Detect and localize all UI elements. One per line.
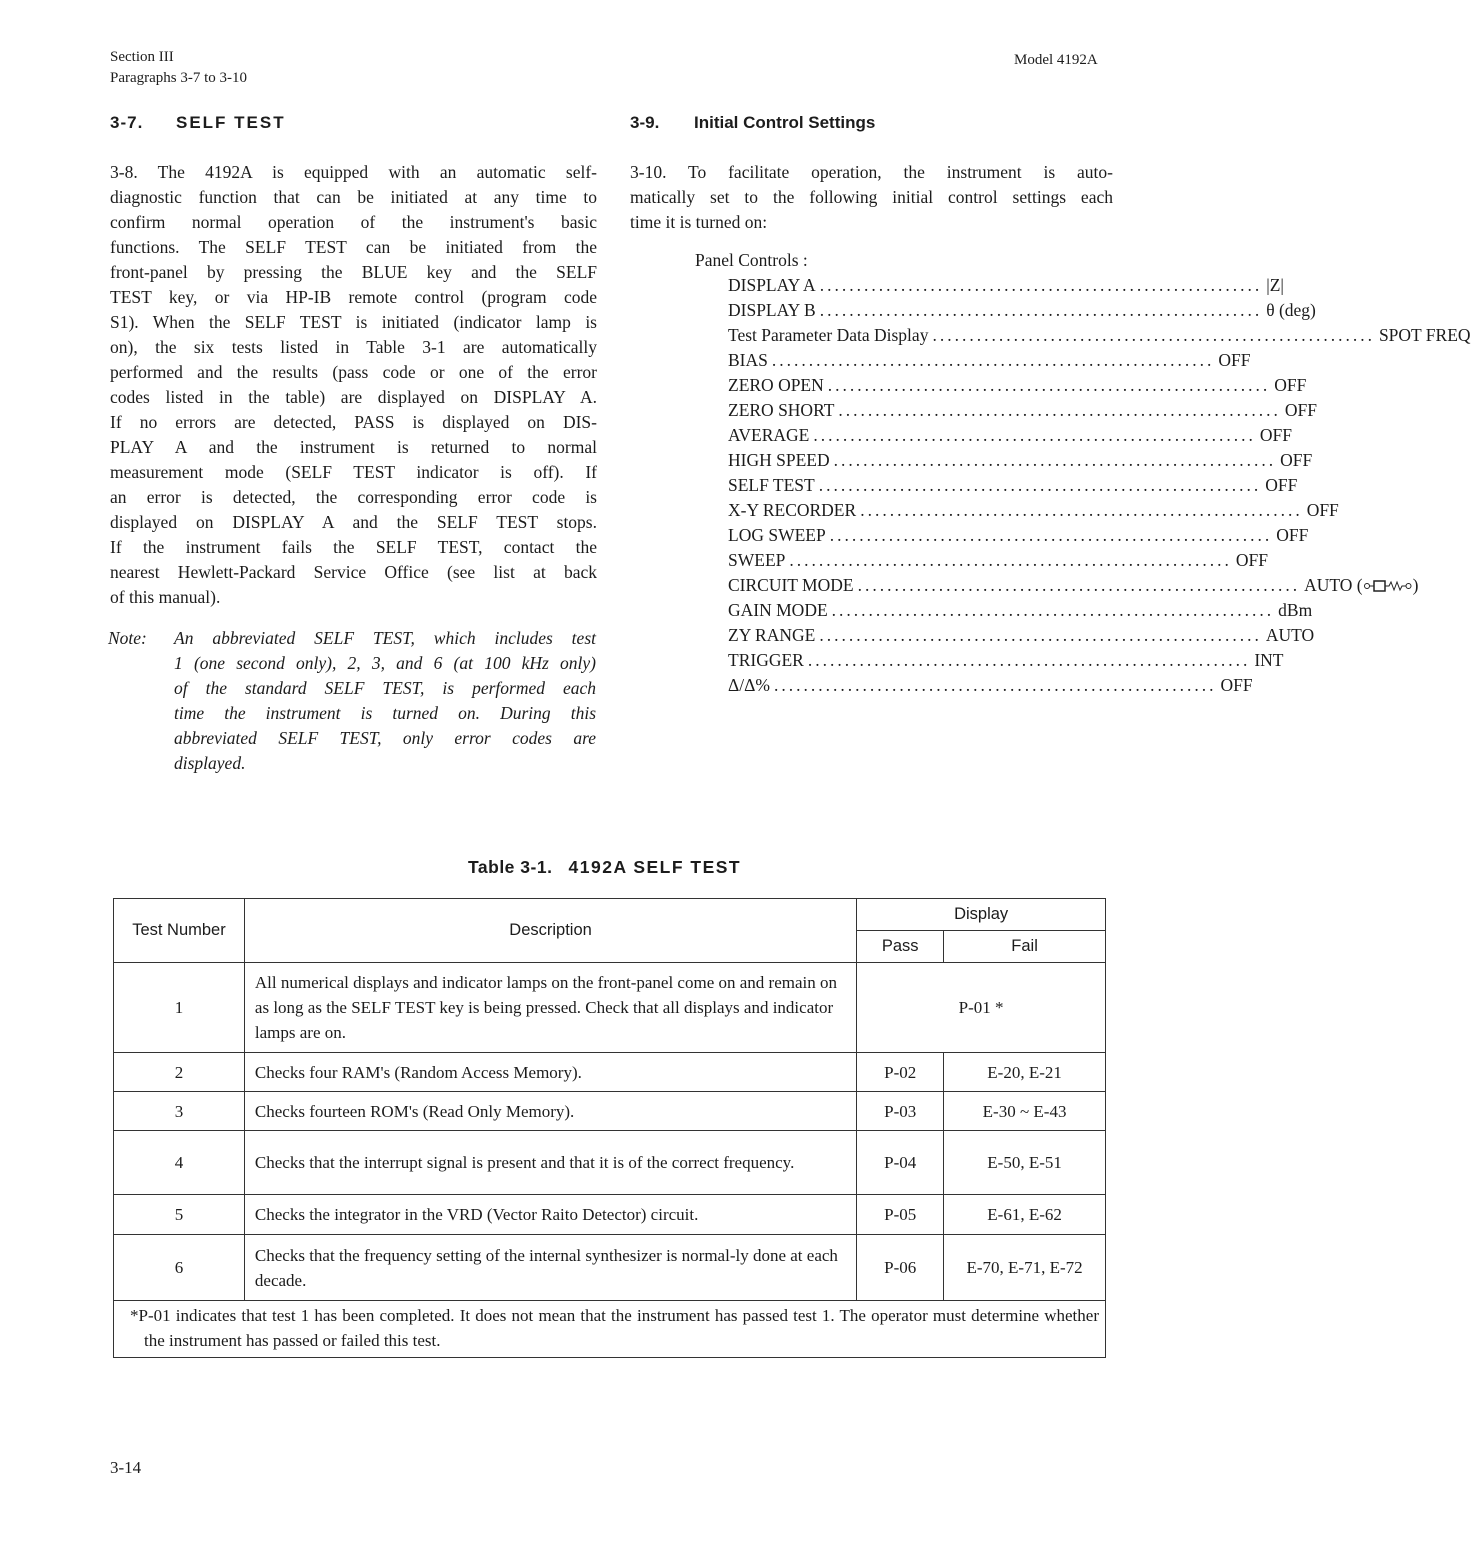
heading-title: SELF TEST bbox=[176, 113, 286, 132]
leader-dots: ............................................................ bbox=[773, 675, 1217, 695]
control-setting bbox=[728, 598, 1313, 623]
control-value: |Z| bbox=[1266, 275, 1284, 295]
control-setting bbox=[728, 373, 1307, 398]
table-row bbox=[114, 1195, 1106, 1235]
fail-codes: E-50, E-51 bbox=[944, 1131, 1106, 1195]
control-value: OFF bbox=[1235, 550, 1268, 570]
header-display: Display bbox=[857, 899, 1106, 931]
control-label: BIAS bbox=[728, 350, 768, 370]
text-line: time it is turned on: bbox=[630, 212, 768, 232]
note-text bbox=[174, 626, 596, 776]
leader-dots: ............................................................ bbox=[857, 575, 1301, 595]
leader-dots: ............................................................ bbox=[829, 525, 1273, 545]
control-label: Test Parameter Data Display bbox=[728, 325, 929, 345]
text-line: TEST key, or via HP-IB remote control (program code bbox=[110, 287, 597, 307]
text-line: codes listed in the table) are displayed on DISPLAY A. bbox=[110, 387, 597, 407]
control-label: GAIN MODE bbox=[728, 600, 828, 620]
control-value: dBm bbox=[1278, 600, 1313, 620]
leader-dots: ............................................................ bbox=[813, 425, 1256, 445]
header-description: Description bbox=[244, 899, 856, 963]
control-label: ZY RANGE bbox=[728, 625, 816, 645]
leader-dots: ............................................................ bbox=[807, 650, 1251, 670]
control-label: LOG SWEEP bbox=[728, 525, 826, 545]
fail-codes: E-30 ~ E-43 bbox=[944, 1092, 1106, 1131]
control-setting bbox=[728, 623, 1315, 648]
text-line: An abbreviated SELF TEST, which includes test bbox=[174, 628, 596, 648]
display-code: P-01 * bbox=[857, 963, 1106, 1053]
caption-title: 4192A SELF TEST bbox=[568, 857, 742, 877]
text-line: time the instrument is turned on. During this bbox=[174, 703, 596, 723]
control-setting bbox=[728, 573, 1419, 598]
text-line: functions. The SELF TEST can be initiated from the bbox=[110, 237, 597, 257]
leader-dots: ............................................................ bbox=[819, 275, 1263, 295]
control-setting bbox=[728, 473, 1298, 498]
leader-dots: ............................................................ bbox=[819, 625, 1262, 645]
self-test-paragraph bbox=[110, 160, 597, 610]
control-label: SELF TEST bbox=[728, 475, 815, 495]
leader-dots: ............................................................ bbox=[838, 400, 1281, 420]
test-number: 3 bbox=[114, 1092, 245, 1131]
pass-code: P-05 bbox=[857, 1195, 944, 1235]
control-setting bbox=[728, 348, 1251, 373]
test-number: 6 bbox=[114, 1235, 245, 1301]
test-description: Checks that the interrupt signal is present and that it is of the correct frequency. bbox=[244, 1131, 856, 1195]
panel-controls-label: Panel Controls : bbox=[695, 250, 808, 270]
control-value: θ (deg) bbox=[1266, 300, 1316, 320]
text-line: an error is detected, the corresponding error code is bbox=[110, 487, 597, 507]
table-row bbox=[114, 963, 1106, 1053]
heading-initial-settings bbox=[630, 113, 875, 133]
control-label: ZERO OPEN bbox=[728, 375, 824, 395]
header-pass: Pass bbox=[857, 931, 944, 963]
control-label: DISPLAY A bbox=[728, 275, 816, 295]
leader-dots: ............................................................ bbox=[771, 350, 1215, 370]
control-label: Δ/Δ% bbox=[728, 675, 770, 695]
leader-dots: ............................................................ bbox=[818, 475, 1262, 495]
text-line: measurement mode (SELF TEST indicator is off). If bbox=[110, 462, 597, 482]
test-number: 4 bbox=[114, 1131, 245, 1195]
control-value: OFF bbox=[1284, 400, 1317, 420]
text-line: 3-8. The 4192A is equipped with an automatic self- bbox=[110, 162, 597, 182]
control-label: TRIGGER bbox=[728, 650, 804, 670]
header-test-number: Test Number bbox=[114, 899, 245, 963]
text-line: displayed. bbox=[174, 753, 246, 773]
text-line: of this manual). bbox=[110, 587, 221, 607]
leader-dots: ............................................................ bbox=[827, 375, 1271, 395]
leader-dots: ............................................................ bbox=[860, 500, 1303, 520]
page-number: 3-14 bbox=[110, 1458, 142, 1477]
leader-dots: ............................................................ bbox=[789, 550, 1232, 570]
control-value-close: ) bbox=[1412, 575, 1419, 595]
self-test-table bbox=[113, 898, 1106, 1358]
control-label: AVERAGE bbox=[728, 425, 810, 445]
table-footnote: *P-01 indicates that test 1 has been completed. It does not mean that the instrument has passed test 1. The operator must determine whether the instrument has passed or failed this test. bbox=[114, 1301, 1106, 1358]
control-value: OFF bbox=[1306, 500, 1339, 520]
control-value: INT bbox=[1254, 650, 1284, 670]
control-label: HIGH SPEED bbox=[728, 450, 830, 470]
text-line: PLAY A and the instrument is returned to normal bbox=[110, 437, 597, 457]
control-setting bbox=[728, 448, 1313, 473]
text-line: of the standard SELF TEST, is performed each bbox=[174, 678, 596, 698]
heading-number: 3-9. bbox=[630, 113, 660, 132]
text-line: 1 (one second only), 2, 3, and 6 (at 100 kHz only) bbox=[174, 653, 596, 673]
fail-codes: E-61, E-62 bbox=[944, 1195, 1106, 1235]
control-setting bbox=[728, 298, 1316, 323]
text-line: front-panel by pressing the BLUE key and the SELF bbox=[110, 262, 597, 282]
text-line: displayed on DISPLAY A and the SELF TEST stops. bbox=[110, 512, 597, 532]
control-setting bbox=[728, 548, 1268, 573]
control-setting bbox=[728, 323, 1471, 348]
test-description: Checks fourteen ROM's (Read Only Memory). bbox=[244, 1092, 856, 1131]
table-row bbox=[114, 1053, 1106, 1092]
note-label: Note: bbox=[108, 628, 147, 648]
control-value: AUTO bbox=[1265, 625, 1315, 645]
section-label: Section III bbox=[110, 49, 174, 65]
test-description: Checks the integrator in the VRD (Vector Raito Detector) circuit. bbox=[244, 1195, 856, 1235]
text-line: matically set to the following initial control settings each bbox=[630, 187, 1113, 207]
leader-dots: ............................................................ bbox=[932, 325, 1375, 345]
control-value: OFF bbox=[1276, 525, 1309, 545]
table-row bbox=[114, 1131, 1106, 1195]
text-line: 3-10. To facilitate operation, the instrument is auto- bbox=[630, 162, 1113, 182]
text-line: nearest Hewlett-Packard Service Office (see list at back bbox=[110, 562, 597, 582]
test-number: 5 bbox=[114, 1195, 245, 1235]
test-number: 1 bbox=[114, 963, 245, 1053]
pass-code: P-02 bbox=[857, 1053, 944, 1092]
test-description: Checks four RAM's (Random Access Memory). bbox=[244, 1053, 856, 1092]
control-setting bbox=[728, 398, 1317, 423]
text-line: If no errors are detected, PASS is displayed on DIS- bbox=[110, 412, 597, 432]
control-label: DISPLAY B bbox=[728, 300, 816, 320]
control-setting bbox=[728, 648, 1284, 673]
pass-code: P-03 bbox=[857, 1092, 944, 1131]
fail-codes: E-20, E-21 bbox=[944, 1053, 1106, 1092]
table-row bbox=[114, 1092, 1106, 1131]
control-value: OFF bbox=[1259, 425, 1292, 445]
control-value: OFF bbox=[1220, 675, 1253, 695]
control-value: OFF bbox=[1218, 350, 1251, 370]
text-line: confirm normal operation of the instrument's basic bbox=[110, 212, 597, 232]
series-circuit-icon bbox=[1363, 576, 1413, 596]
text-line: on), the six tests listed in Table 3-1 are automatically bbox=[110, 337, 597, 357]
model-label: Model 4192A bbox=[1014, 52, 1098, 68]
heading-number: 3-7. bbox=[110, 113, 144, 132]
control-setting bbox=[728, 498, 1339, 523]
control-value: AUTO ( bbox=[1304, 575, 1363, 595]
header-fail: Fail bbox=[944, 931, 1106, 963]
leader-dots: ............................................................ bbox=[831, 600, 1275, 620]
paragraphs-label: Paragraphs 3-7 to 3-10 bbox=[110, 70, 248, 86]
text-line: If the instrument fails the SELF TEST, contact the bbox=[110, 537, 597, 557]
initial-settings-paragraph bbox=[630, 160, 1113, 235]
control-setting bbox=[728, 523, 1309, 548]
pass-code: P-06 bbox=[857, 1235, 944, 1301]
text-line: performed and the results (pass code or one of the error bbox=[110, 362, 597, 382]
control-setting bbox=[728, 273, 1284, 298]
text-line: diagnostic function that can be initiated at any time to bbox=[110, 187, 597, 207]
test-description: Checks that the frequency setting of the internal synthesizer is normal-ly done at each decade. bbox=[244, 1235, 856, 1301]
control-setting bbox=[728, 673, 1253, 698]
control-label: CIRCUIT MODE bbox=[728, 575, 854, 595]
control-value: OFF bbox=[1274, 375, 1307, 395]
caption-number: Table 3-1. bbox=[468, 857, 553, 877]
heading-self-test bbox=[110, 113, 286, 133]
control-label: SWEEP bbox=[728, 550, 786, 570]
test-description: All numerical displays and indicator lamps on the front-panel come on and remain on as long as the SELF TEST key is being pressed. Check that all displays and indicator lamps are on. bbox=[244, 963, 856, 1053]
control-label: X-Y RECORDER bbox=[728, 500, 857, 520]
fail-codes: E-70, E-71, E-72 bbox=[944, 1235, 1106, 1301]
leader-dots: ............................................................ bbox=[819, 300, 1263, 320]
text-line: abbreviated SELF TEST, only error codes are bbox=[174, 728, 596, 748]
control-value: OFF bbox=[1265, 475, 1298, 495]
leader-dots: ............................................................ bbox=[833, 450, 1277, 470]
table-row bbox=[114, 1235, 1106, 1301]
control-setting bbox=[728, 423, 1292, 448]
pass-code: P-04 bbox=[857, 1131, 944, 1195]
text-line: S1). When the SELF TEST is initiated (indicator lamp is bbox=[110, 312, 597, 332]
test-number: 2 bbox=[114, 1053, 245, 1092]
heading-title: Initial Control Settings bbox=[694, 113, 876, 132]
table-caption bbox=[468, 857, 741, 878]
control-value: OFF bbox=[1280, 450, 1313, 470]
control-value: SPOT FREQ bbox=[1378, 325, 1471, 345]
control-label: ZERO SHORT bbox=[728, 400, 835, 420]
